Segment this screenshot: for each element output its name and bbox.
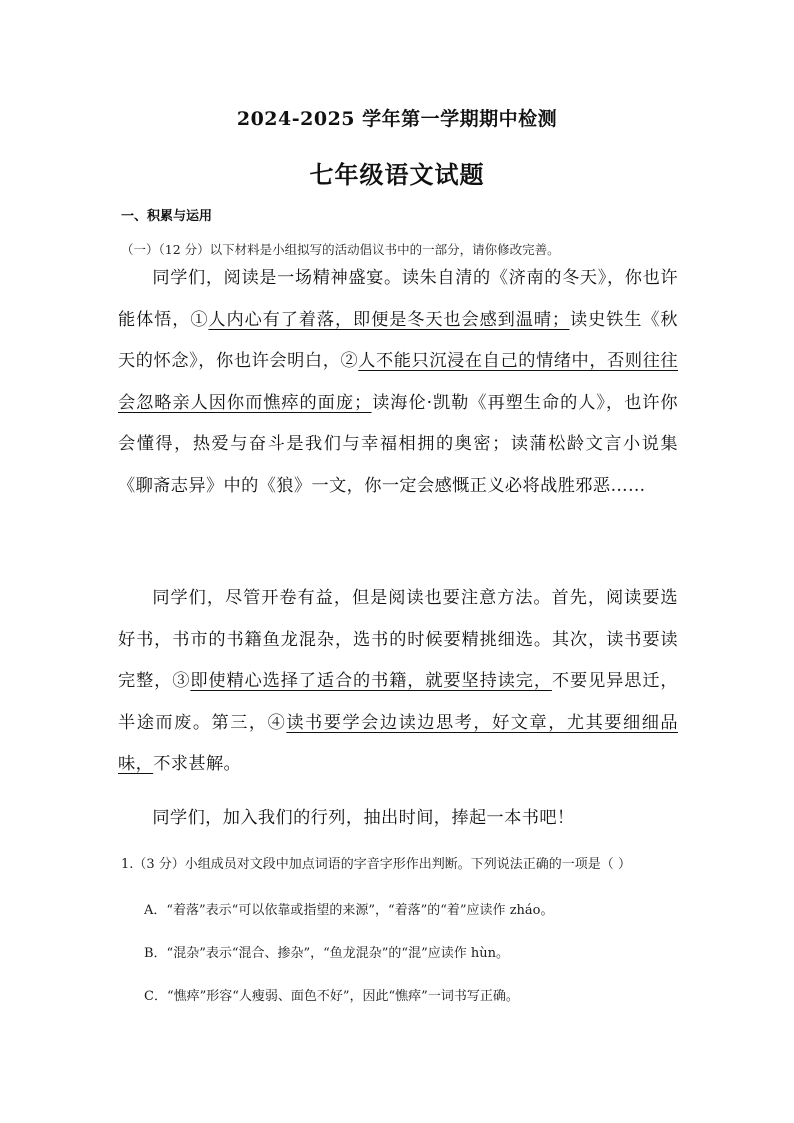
passage-text: 不求甚解。 [153, 754, 242, 774]
passage-text: 读史铁生《秋天的怀念》，你也许会明白，② [118, 309, 678, 371]
passage-text: 不要见异思迁，半途而废。第三，④ [118, 671, 678, 733]
question-1-option-a: A．“着落”表示“可以依靠或指望的来源”，“着落”的“着”应读作 zháo。 [144, 903, 554, 918]
section-intro: （一）（12 分）以下材料是小组拟写的活动倡议书中的一部分，请你修改完善。 [121, 242, 560, 257]
exam-title: 2024-2025 学年第一学期期中检测 [236, 108, 558, 130]
question-1-stem: 1.（3 分）小组成员对文段中加点词语的字音字形作出判断。下列说法正确的一项是（ ） [121, 857, 631, 872]
passage-paragraph-2 [118, 578, 678, 786]
underlined-sentence-2: 人不能只沉浸在自己的情绪中，否则往往会忽略亲人因你而憔瘁的面庞； [118, 351, 678, 413]
passage-text: 同学们，阅读是一场精神盛宴。读朱自清的《济南的冬天》，你也许能体悟，① [118, 268, 678, 330]
section-heading: 一、积累与运用 [121, 209, 213, 224]
exam-subtitle: 七年级语文试题 [309, 160, 485, 189]
passage-paragraph-3: 同学们，加入我们的行列，抽出时间，捧起一本书吧！ [152, 808, 575, 828]
underlined-sentence-4: 读书要学会边读边思考，好文章，尤其要细细品味， [118, 712, 678, 774]
passage-paragraph-1 [118, 258, 678, 507]
question-1-option-b: B．“混杂”表示“混合、掺杂”，“鱼龙混杂”的“混”应读作 hùn。 [144, 946, 509, 961]
passage-text: 读海伦·凯勒《再塑生命的人》，也许你会懂得，热爱与奋斗是我们与幸福相拥的奥密；读蒲松龄文言小说集《聊斋志异》中的《狼》一文，你一定会感慨正义必将战胜邪恶…… [118, 392, 678, 496]
underlined-sentence-3: 即使精心选择了适合的书籍，就要坚持读完， [190, 671, 552, 691]
underlined-sentence-1: 人内心有了着落，即便是冬天也会感到温晴； [208, 309, 570, 330]
question-1-option-c: C．“憔瘁”形容“人瘦弱、面色不好”，因此“憔瘁”一词书写正确。 [144, 989, 519, 1004]
passage-text: 同学们，尽管开卷有益，但是阅读也要注意方法。首先，阅读要选好书，书市的书籍鱼龙混杂，选书的时候要精挑细选。其次，读书要读完整，③ [118, 588, 678, 691]
